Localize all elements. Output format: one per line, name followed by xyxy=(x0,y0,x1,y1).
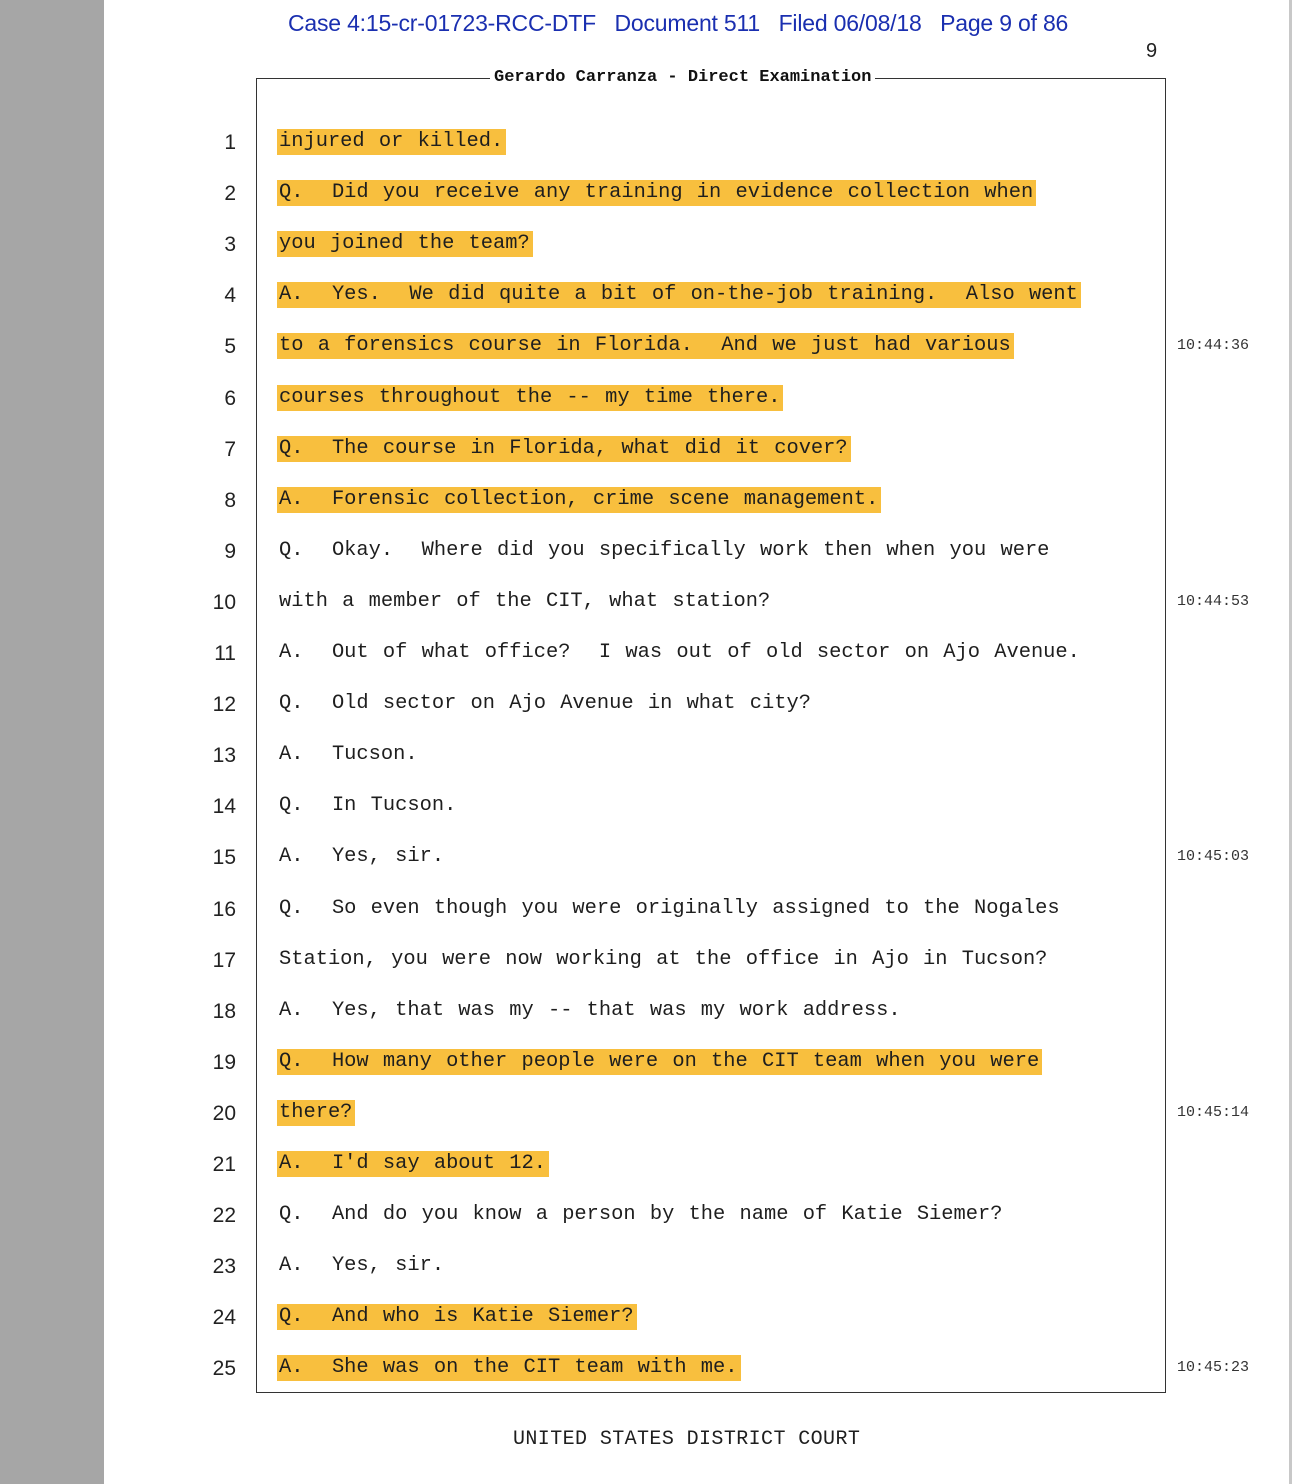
highlighted-line-text: Q. The course in Florida, what did it cover? xyxy=(277,436,851,462)
timestamp: 10:45:03 xyxy=(1177,848,1250,865)
line-number: 6 xyxy=(224,387,236,410)
highlighted-line-text: A. Yes. We did quite a bit of on-the-job training. Also went xyxy=(277,282,1081,308)
highlighted-line-text: you joined the team? xyxy=(277,231,533,257)
highlighted-line-text: Q. Did you receive any training in evidence collection when xyxy=(277,180,1036,206)
line-number: 7 xyxy=(224,438,236,461)
line-number: 24 xyxy=(212,1306,236,1329)
line-text: A. Yes, that was my -- that was my work address. xyxy=(279,999,901,1022)
line-number: 9 xyxy=(224,540,236,563)
transcript-line xyxy=(0,1306,1292,1336)
line-number: 16 xyxy=(212,898,236,921)
transcript-line xyxy=(0,693,1292,723)
line-text: Q. Old sector on Ajo Avenue in what city? xyxy=(279,692,811,715)
highlighted-line-text: to a forensics course in Florida. And we just had various xyxy=(277,333,1014,359)
line-number: 13 xyxy=(212,744,236,767)
line-text: Q. So even though you were originally assigned to the Nogales xyxy=(279,897,1060,920)
line-text: Station, you were now working at the office in Ajo in Tucson? xyxy=(279,948,1048,971)
line-number: 12 xyxy=(212,693,236,716)
transcript-line xyxy=(0,1357,1292,1387)
line-text: Q. Okay. Where did you specifically work then when you were xyxy=(279,539,1050,562)
transcript-line xyxy=(0,387,1292,417)
transcript-line xyxy=(0,1204,1292,1234)
line-number: 1 xyxy=(224,131,236,154)
line-text: A. Yes, sir. xyxy=(279,1254,445,1277)
line-text: A. Tucson. xyxy=(279,743,418,766)
line-number: 8 xyxy=(224,489,236,512)
transcript-line xyxy=(0,949,1292,979)
case-header: Case 4:15-cr-01723-RCC-DTF Document 511 Filed 06/08/18 Page 9 of 86 xyxy=(288,10,1069,36)
transcript-line xyxy=(0,795,1292,825)
transcript-line xyxy=(0,1255,1292,1285)
highlighted-line-text: Q. And who is Katie Siemer? xyxy=(277,1304,637,1330)
line-number: 14 xyxy=(212,795,236,818)
transcript-box xyxy=(256,78,1166,1393)
timestamp: 10:44:53 xyxy=(1177,593,1250,610)
line-text: Q. In Tucson. xyxy=(279,794,457,817)
transcript-line xyxy=(0,540,1292,570)
line-number: 19 xyxy=(212,1051,236,1074)
highlighted-line-text: injured or killed. xyxy=(277,129,506,155)
timestamp: 10:44:36 xyxy=(1177,337,1250,354)
line-text: A. Yes, sir. xyxy=(279,845,445,868)
transcript-line xyxy=(0,233,1292,263)
line-text: A. Out of what office? I was out of old sector on Ajo Avenue. xyxy=(279,641,1080,664)
line-number: 11 xyxy=(214,642,236,665)
line-number: 2 xyxy=(224,182,236,205)
line-text: Q. And do you know a person by the name of Katie Siemer? xyxy=(279,1203,1003,1226)
transcript-line xyxy=(0,898,1292,928)
highlighted-line-text: A. I'd say about 12. xyxy=(277,1151,549,1177)
transcript-line xyxy=(0,744,1292,774)
transcript-line xyxy=(0,1051,1292,1081)
line-number: 5 xyxy=(224,335,236,358)
line-number: 18 xyxy=(212,1000,236,1023)
highlighted-line-text: A. She was on the CIT team with me. xyxy=(277,1355,741,1381)
transcript-line xyxy=(0,438,1292,468)
timestamp: 10:45:23 xyxy=(1177,1359,1250,1376)
transcript-line xyxy=(0,1153,1292,1183)
line-number: 10 xyxy=(212,591,236,614)
highlighted-line-text: courses throughout the -- my time there. xyxy=(277,385,783,411)
transcript-line xyxy=(0,642,1292,672)
line-text: with a member of the CIT, what station? xyxy=(279,590,771,613)
transcript-line xyxy=(0,335,1292,365)
line-number: 20 xyxy=(212,1102,236,1125)
line-number: 21 xyxy=(212,1153,236,1176)
transcript-line xyxy=(0,846,1292,876)
line-number: 17 xyxy=(212,949,236,972)
line-number: 25 xyxy=(212,1357,236,1380)
transcript-line xyxy=(0,489,1292,519)
transcript-line xyxy=(0,284,1292,314)
transcript-line xyxy=(0,1000,1292,1030)
transcript-line xyxy=(0,131,1292,161)
court-footer: UNITED STATES DISTRICT COURT xyxy=(513,1428,861,1451)
highlighted-line-text: there? xyxy=(277,1100,355,1126)
page-number: 9 xyxy=(1146,40,1158,62)
section-title: Gerardo Carranza - Direct Examination xyxy=(490,68,875,87)
line-number: 23 xyxy=(212,1255,236,1278)
line-number: 15 xyxy=(212,846,236,869)
highlighted-line-text: A. Forensic collection, crime scene management. xyxy=(277,487,881,513)
transcript-line xyxy=(0,182,1292,212)
line-number: 3 xyxy=(224,233,236,256)
line-number: 22 xyxy=(212,1204,236,1227)
transcript-line xyxy=(0,591,1292,621)
timestamp: 10:45:14 xyxy=(1177,1104,1250,1121)
transcript-line xyxy=(0,1102,1292,1132)
highlighted-line-text: Q. How many other people were on the CIT team when you were xyxy=(277,1049,1042,1075)
line-number: 4 xyxy=(224,284,236,307)
